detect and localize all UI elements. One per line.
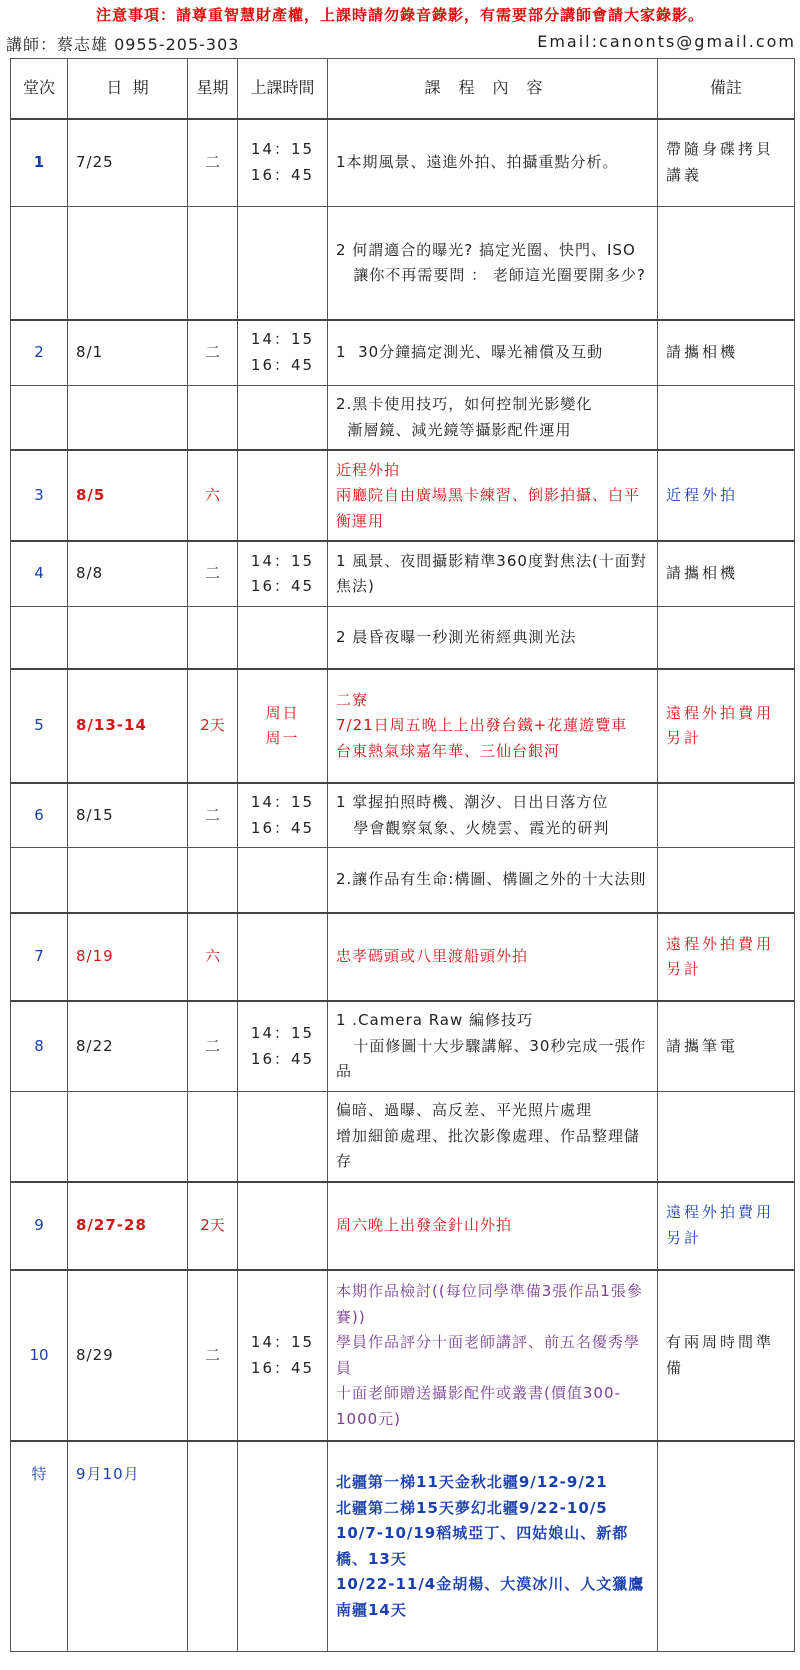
header-content: 課程內容 [328,59,658,119]
session-note [658,385,795,450]
table-row [11,1270,795,1441]
session-content: 忠孝碼頭或八里渡船頭外拍 [328,913,658,1001]
session-time [238,450,328,541]
header-time: 上課時間 [238,59,328,119]
session-date: 8/27-28 [68,1182,188,1270]
session-time: 周日 周一 [238,669,328,782]
table-row [11,1092,795,1182]
session-number: 9 [11,1182,68,1270]
session-date [68,385,188,450]
session-time: 14：15 16：45 [238,119,328,207]
session-note: 請攜相機 [658,320,795,385]
session-note [658,606,795,669]
session-content: 偏暗、過曝、高反差、平光照片處理 增加細節處理、批次影像處理、作品整理儲存 [328,1092,658,1182]
session-number: 7 [11,913,68,1001]
table-row [11,320,795,385]
session-content: 2 晨昏夜曝一秒測光術經典測光法 [328,606,658,669]
table-row [11,119,795,207]
session-weekday: 二 [188,320,238,385]
table-row [11,783,795,848]
session-number: 6 [11,783,68,848]
session-time: 14：15 16：45 [238,1270,328,1441]
email-info: Email:canonts@gmail.com [537,32,796,51]
session-content: 周六晚上出發金針山外拍 [328,1182,658,1270]
session-date: 8/29 [68,1270,188,1441]
session-note: 近程外拍 [658,450,795,541]
session-time [238,606,328,669]
session-content: 1 掌握拍照時機、潮汐、日出日落方位 學會觀察氣象、火燒雲、霞光的研判 [328,783,658,848]
session-date: 8/13-14 [68,669,188,782]
session-time: 14：15 16：45 [238,320,328,385]
session-note [658,783,795,848]
schedule-table [10,58,795,1652]
session-weekday: 二 [188,541,238,606]
session-content: 1 30分鐘搞定測光、曝光補償及互動 [328,320,658,385]
session-time [238,385,328,450]
session-weekday: 二 [188,1270,238,1441]
session-note: 遠程外拍費用另計 [658,913,795,1001]
session-number: 10 [11,1270,68,1441]
session-time: 14：15 16：45 [238,783,328,848]
session-date [68,848,188,913]
teacher-info: 講師：蔡志雄 0955-205-303 [6,35,240,54]
session-weekday [188,848,238,913]
session-time [238,207,328,320]
session-number: 8 [11,1001,68,1091]
session-number: 5 [11,669,68,782]
session-number: 4 [11,541,68,606]
session-date: 8/15 [68,783,188,848]
table-row [11,1441,795,1651]
table-row [11,1182,795,1270]
session-weekday [188,1441,238,1651]
table-row [11,207,795,320]
session-date: 8/19 [68,913,188,1001]
session-number: 特 [11,1441,68,1651]
session-note [658,207,795,320]
session-content: 1 風景、夜間攝影精準360度對焦法(十面對焦法) [328,541,658,606]
session-time: 14：15 16：45 [238,1001,328,1091]
session-weekday [188,606,238,669]
header-day: 星期 [188,59,238,119]
session-date [68,207,188,320]
session-content: 1 .Camera Raw 編修技巧 十面修圖十大步驟講解、30秒完成一張作品 [328,1001,658,1091]
session-note: 請攜筆電 [658,1001,795,1091]
table-row [11,606,795,669]
header-date: 日 期 [68,59,188,119]
table-row [11,385,795,450]
session-number: 1 [11,119,68,207]
table-row [11,450,795,541]
session-weekday: 2天 [188,1182,238,1270]
session-weekday: 六 [188,450,238,541]
session-time [238,848,328,913]
session-content: 北疆第一梯11天金秋北疆9/12-9/21 北疆第二梯15天夢幻北疆9/22-10/5 10/7-10/19稻城亞丁、四姑娘山、新都橋、13天 10/22-11/4金胡楊、大漠冰川、人文獵鷹南疆14天 [328,1441,658,1651]
session-content: 1本期風景、遠進外拍、拍攝重點分析。 [328,119,658,207]
table-row [11,669,795,782]
session-time [238,1182,328,1270]
session-note [658,1441,795,1651]
session-weekday: 二 [188,119,238,207]
notice-banner: 注意事項：請尊重智慧財產權，上課時請勿錄音錄影，有需要部分講師會請大家錄影。 [95,6,704,24]
table-row [11,848,795,913]
session-note: 帶隨身碟拷貝講義 [658,119,795,207]
session-weekday: 六 [188,913,238,1001]
session-content: 2 何謂適合的曝光? 搞定光圈、快門、ISO 讓你不再需要問 ： 老師這光圈要開多少? [328,207,658,320]
header-no: 堂次 [11,59,68,119]
session-date: 9月10月 [68,1441,188,1651]
session-content: 2.黑卡使用技巧，如何控制光影變化 漸層鏡、減光鏡等攝影配件運用 [328,385,658,450]
session-time [238,913,328,1001]
session-number [11,385,68,450]
session-note: 有兩周時間準備 [658,1270,795,1441]
session-number [11,606,68,669]
session-date: 8/22 [68,1001,188,1091]
session-number [11,1092,68,1182]
session-weekday: 二 [188,783,238,848]
table-row [11,1001,795,1091]
session-time [238,1441,328,1651]
session-date [68,606,188,669]
session-weekday: 2天 [188,669,238,782]
session-time [238,1092,328,1182]
session-date: 8/5 [68,450,188,541]
session-date: 8/8 [68,541,188,606]
session-content: 本期作品檢討((每位同學準備3張作品1張參賽)) 學員作品評分十面老師講評、前五名優秀學員 十面老師贈送攝影配件或叢書(價值300-1000元) [328,1270,658,1441]
session-weekday [188,207,238,320]
table-row [11,913,795,1001]
session-note [658,848,795,913]
session-date [68,1092,188,1182]
session-number: 2 [11,320,68,385]
session-note: 遠程外拍費用另計 [658,669,795,782]
session-date: 7/25 [68,119,188,207]
session-number: 3 [11,450,68,541]
session-note: 遠程外拍費用另計 [658,1182,795,1270]
session-weekday [188,1092,238,1182]
session-time: 14：15 16：45 [238,541,328,606]
session-content: 近程外拍 兩廳院自由廣場黑卡練習、倒影拍攝、白平衡運用 [328,450,658,541]
session-content: 二寮 7/21日周五晚上上出發台鐵+花蓮遊覽車 台東熱氣球嘉年華、三仙台銀河 [328,669,658,782]
session-weekday: 二 [188,1001,238,1091]
session-note [658,1092,795,1182]
session-date: 8/1 [68,320,188,385]
session-number [11,207,68,320]
session-content: 2.讓作品有生命:構圖、構圖之外的十大法則 [328,848,658,913]
session-weekday [188,385,238,450]
header-note: 備註 [658,59,795,119]
table-row [11,541,795,606]
session-note: 請攜相機 [658,541,795,606]
session-number [11,848,68,913]
